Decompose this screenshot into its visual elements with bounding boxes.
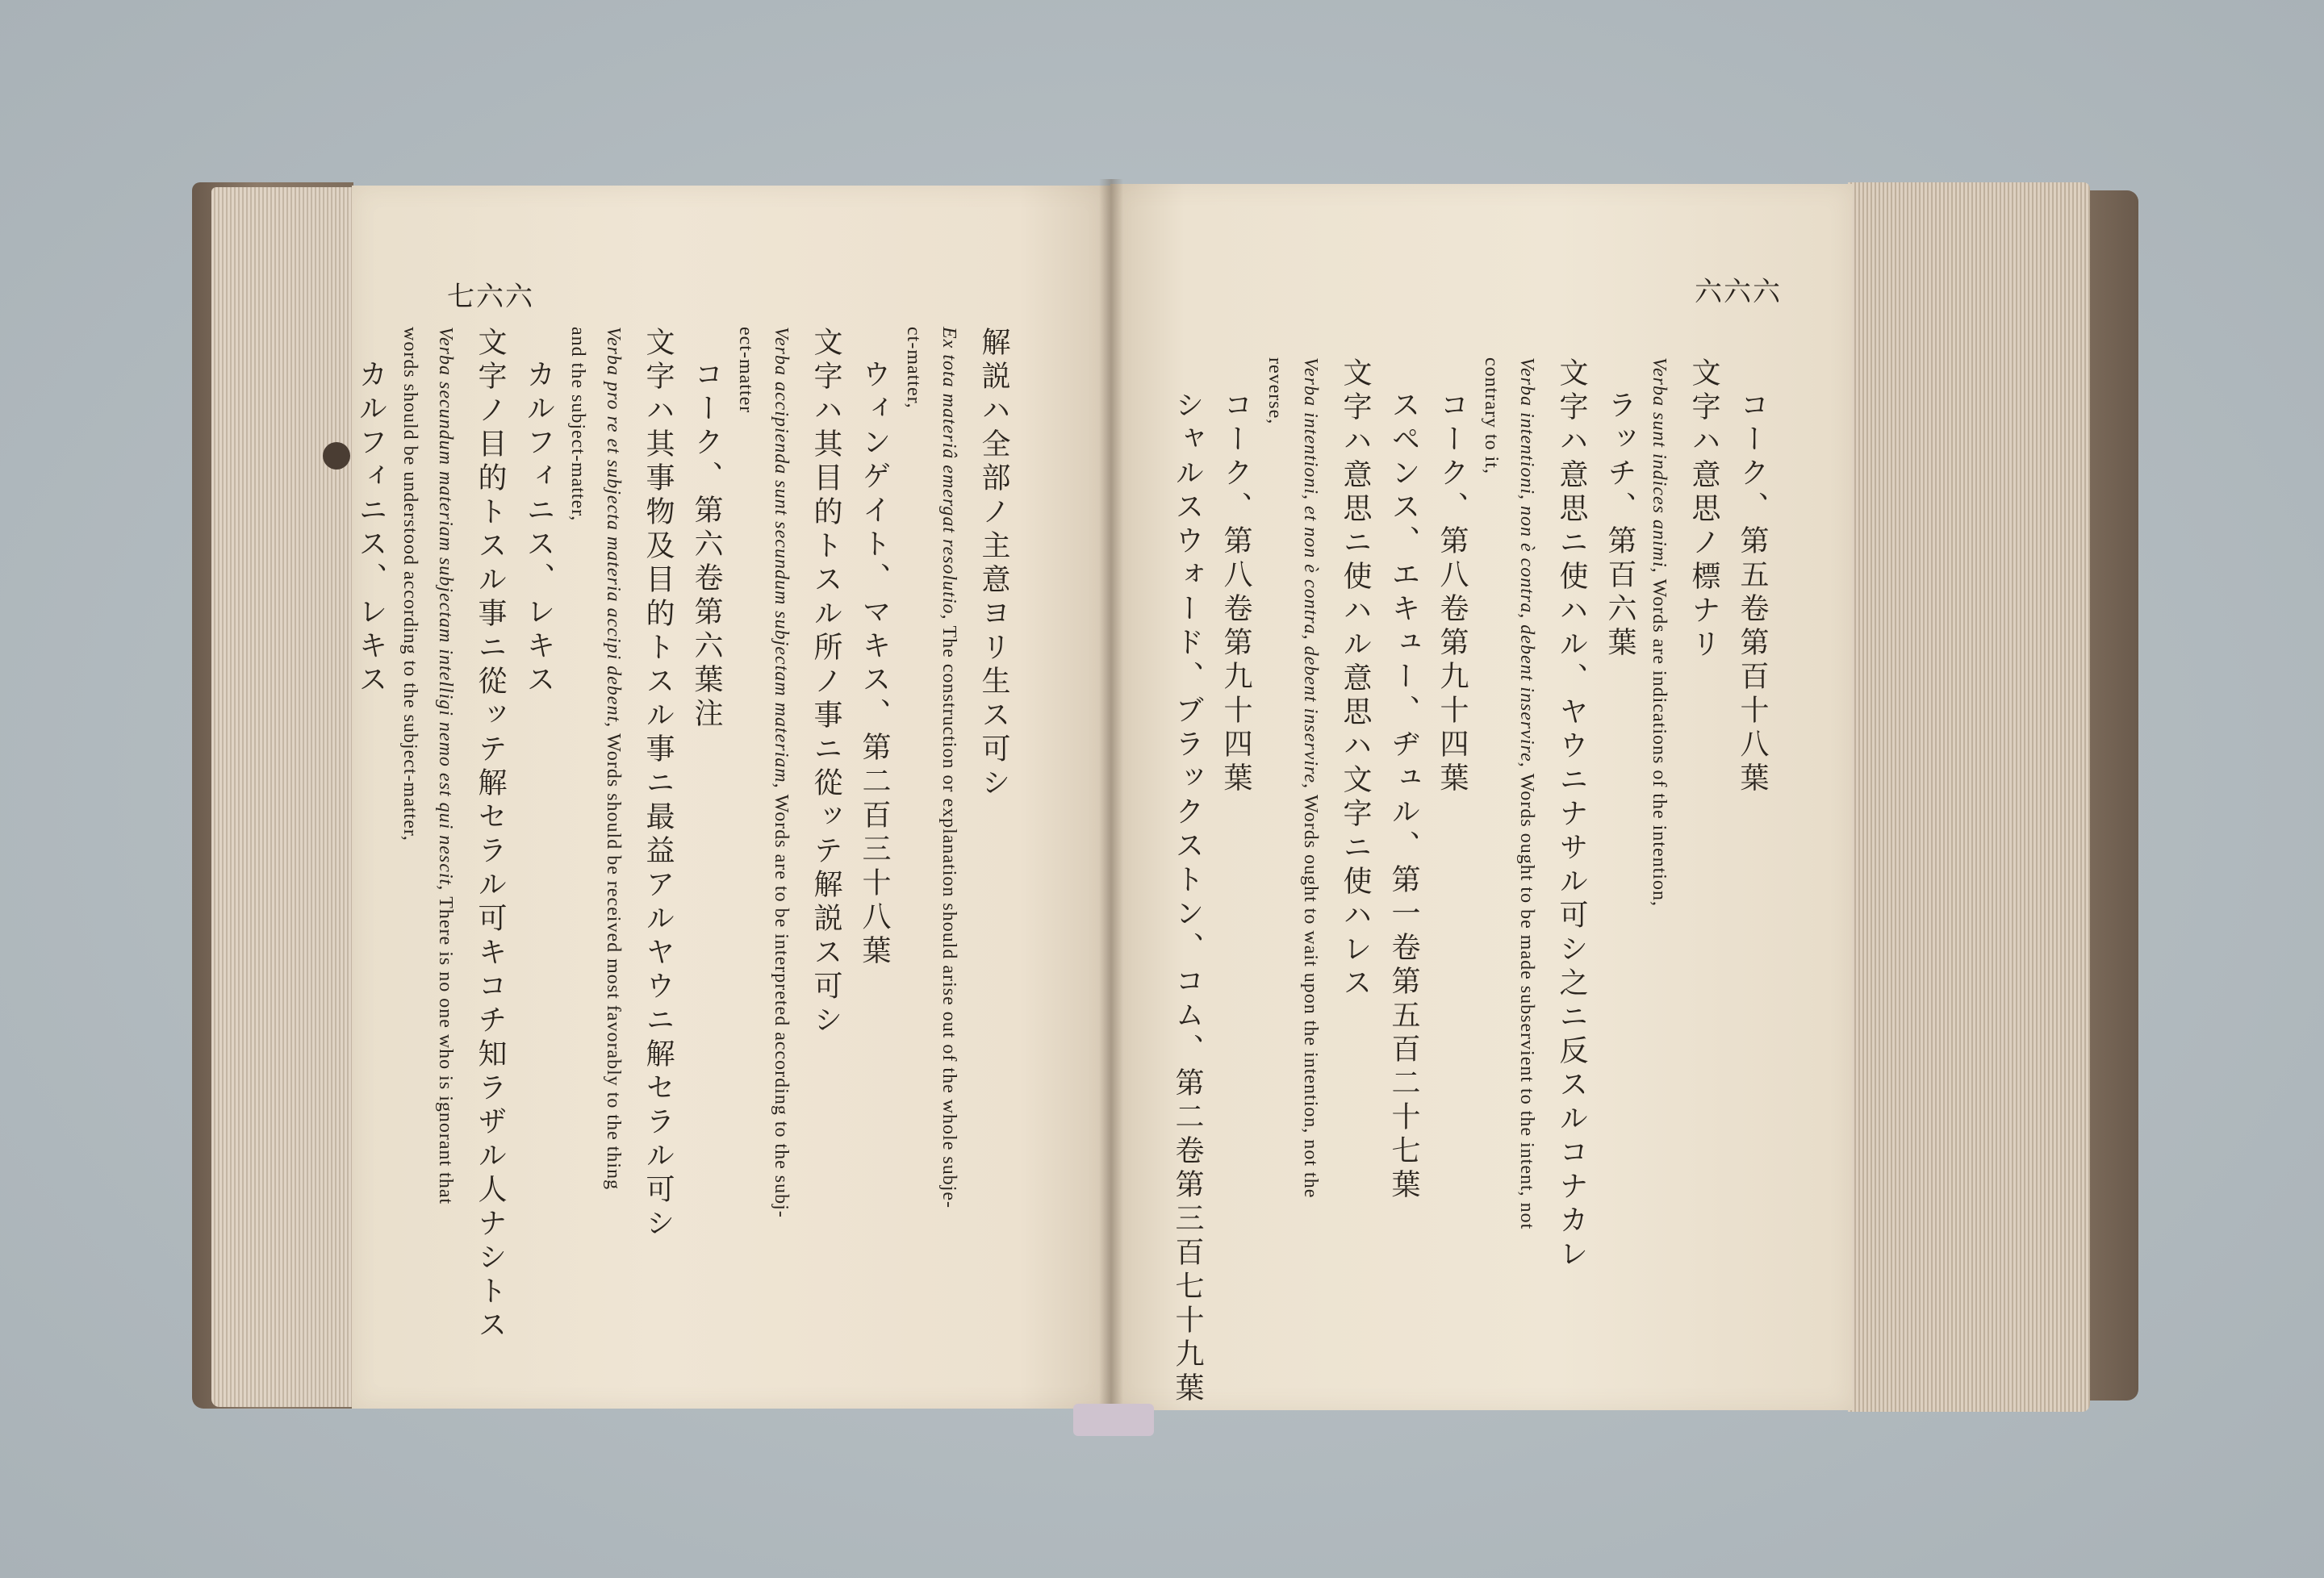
text-line-japanese [637,327,679,1242]
english-translation: Words should be received most favorably to the thing [603,733,624,1191]
japanese-text: 文字ハ意思ニ使ハル意思ハ文字ニ使ハレス [1339,357,1372,1001]
japanese-text: コーク、第五卷第百十八葉 [1736,390,1769,796]
text-line-english [770,327,792,1218]
text-line-english [1515,357,1537,1229]
english-translation: Words ought to wait upon the intention, not the [1300,795,1321,1199]
english-translation: ect-matter [735,327,756,414]
text-line-japanese [973,327,1014,801]
text-line-english [1648,357,1670,907]
spine-ribbon [1073,1404,1154,1436]
latin-maxim: Verba accipienda sunt secundum subjectam materiam, [771,327,792,795]
japanese-text: 文字ハ意思ノ標ナリ [1687,357,1720,662]
text-line-english [1480,357,1502,474]
page-edges-left [211,187,355,1407]
text-line-japanese [1432,390,1473,796]
page-edges-right [1848,182,2090,1412]
japanese-text: 文字ハ其事物及目的トスル事ニ最益アルヤウニ解セラル可シ [642,327,675,1242]
english-translation: ct-matter, [903,327,924,409]
text-line-japanese [1683,357,1724,662]
japanese-text: ラッチ、第百六葉 [1603,390,1636,661]
english-translation: The construction or explanation should arise out of the whole subje- [938,625,959,1209]
english-translation: words should be understood according to the subject-matter, [399,327,420,841]
english-translation: contrary to it, [1481,357,1502,474]
text-line-japanese [1335,357,1376,1001]
latin-maxim: Verba secundum materiam subjectam intelligi nemo est qui nescit, [435,327,456,897]
english-translation: and the subject-matter, [567,327,588,522]
text-line-japanese [1599,390,1641,661]
text-line-japanese [1551,357,1592,1272]
text-line-english [434,327,456,1204]
latin-maxim: Verba sunt indices animi, [1649,357,1670,579]
text-line-japanese [686,359,727,732]
text-line-english [399,327,420,841]
japanese-text: コーク、第八卷第九十四葉 [1219,390,1252,796]
japanese-text: カルフィニス、レキス [522,359,555,698]
english-translation: Words are to be interpreted according to the subj- [771,794,792,1218]
english-translation: reverse, [1264,357,1285,425]
japanese-text: 文字ノ目的トスル事ニ從ッテ解セラル可キコチ知ラザル人ナシトス [474,327,507,1343]
text-line-japanese [470,327,511,1343]
text-line-english [938,327,959,1209]
text-line-japanese [1383,390,1424,1203]
text-line-english [734,327,756,413]
text-line-japanese [350,359,391,698]
page-hole [323,442,350,470]
text-line-japanese [518,359,559,698]
latin-maxim: Ex tota materiâ emergat resolutio, [938,327,959,626]
japanese-text: コーク、第六卷第六葉注 [690,359,723,732]
latin-maxim: Verba pro re et subjecta materia accipi debent, [603,327,624,734]
right-page [1110,184,1853,1410]
japanese-text: 文字ハ其目的トスル所ノ事ニ從ッテ解説ス可シ [809,327,842,1038]
english-translation: Words are indications of the intention, [1649,578,1670,907]
japanese-text: カルフィニス、レキス [354,359,387,698]
english-translation: Words ought to be made subservient to the intent, not [1516,773,1537,1230]
text-line-english [1299,357,1321,1198]
text-line-japanese [1215,390,1256,796]
text-line-english [566,327,588,521]
text-line-japanese [1167,390,1208,1406]
text-line-japanese [1732,390,1773,796]
right-page-number: 六六六 [1695,276,1782,308]
japanese-text: ウィンゲイト、マキス、第二百三十八葉 [858,359,891,969]
english-translation: There is no one who is ignorant that [435,896,456,1205]
text-line-english [902,327,924,409]
left-page-number: 七六六 [447,281,534,313]
left-page [352,186,1110,1409]
book-gutter [1099,179,1123,1421]
japanese-text: スペンス、エキュー、ヂュル、第一卷第五百二十七葉 [1387,390,1420,1203]
japanese-text: コーク、第八卷第九十四葉 [1436,390,1469,796]
text-line-japanese [805,327,846,1038]
latin-maxim: Verba intentioni, et non è contra, debent inservire, [1300,357,1321,795]
text-line-japanese [854,359,895,969]
japanese-text: 解説ハ全部ノ主意ヨリ生ス可シ [977,327,1010,801]
latin-maxim: Verba intentioni, non è contra, debent inservire, [1516,357,1537,774]
text-line-english [602,327,624,1190]
japanese-text: シャルスウォード、ブラックストン、コム、第二卷第三百七十九葉 [1171,390,1204,1406]
japanese-text: 文字ハ意思ニ使ハル、ヤウニナサル可シ之ニ反スルコナカレ [1555,357,1588,1272]
text-line-english [1264,357,1285,424]
